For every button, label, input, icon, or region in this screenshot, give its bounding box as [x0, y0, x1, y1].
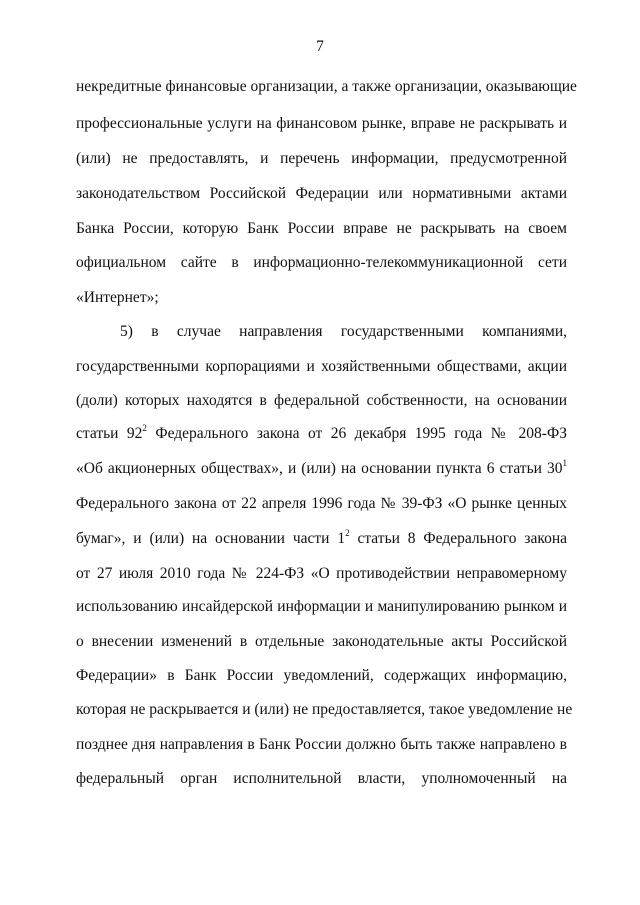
text-segment: 5) в случае направления государственными компаниями, — [120, 323, 567, 340]
text-segment: позднее дня направления в Банк России должно быть также направлено в — [76, 736, 567, 753]
text-line — [76, 391, 567, 411]
text-line — [76, 219, 567, 239]
text-segment: Банка России, которую Банк России вправе не раскрывать на своем — [76, 220, 567, 237]
text-segment: (доли) которых находятся в федеральной собственности, на основании — [76, 392, 567, 409]
page-number: 7 — [316, 38, 324, 55]
text-segment: Федерального закона от 22 апреля 1996 года № 39-ФЗ «О рынке ценных — [76, 495, 567, 512]
text-line — [76, 700, 573, 720]
superscript: 2 — [142, 422, 147, 433]
text-line — [76, 735, 567, 755]
text-line — [76, 666, 567, 686]
text-line — [76, 424, 567, 444]
text-segment: статьи 8 Федерального закона — [349, 530, 567, 547]
text-segment: «Об акционерных обществах», и (или) на основании пункта 6 статьи 30 — [76, 460, 563, 477]
text-line — [120, 322, 567, 342]
text-line — [76, 459, 567, 479]
text-segment: бумаг», и (или) на основании части 1 — [76, 530, 346, 547]
text-line — [76, 253, 567, 273]
text-line — [76, 149, 567, 169]
text-line — [76, 564, 567, 584]
text-segment: государственными корпорациями и хозяйственными обществами, акции — [76, 358, 567, 375]
text-segment: которая не раскрывается и (или) не предоставляется, такое уведомление не — [76, 701, 573, 718]
text-line — [76, 114, 567, 134]
text-line — [76, 288, 567, 308]
text-segment: «Интернет»; — [76, 289, 159, 306]
superscript: 2 — [345, 527, 350, 538]
text-line — [76, 529, 567, 549]
text-line — [76, 184, 567, 204]
superscript: 1 — [562, 457, 567, 468]
text-line — [76, 632, 567, 652]
text-segment: Федерации» в Банк России уведомлений, содержащих информацию, — [76, 667, 567, 684]
text-segment: законодательством Российской Федерации или нормативными актами — [76, 185, 567, 202]
text-segment: от 27 июля 2010 года № 224-ФЗ «О противодействии неправомерному — [76, 565, 567, 582]
text-segment: статьи 92 — [76, 425, 143, 442]
text-segment: Федерального закона от 26 декабря 1995 года № 208-ФЗ — [146, 425, 567, 442]
text-line — [76, 769, 567, 789]
text-line — [76, 494, 567, 514]
text-line — [76, 357, 567, 377]
text-segment: о внесении изменений в отдельные законодательные акты Российской — [76, 633, 567, 650]
text-segment: профессиональные услуги на финансовом рынке, вправе не раскрывать и — [76, 115, 567, 132]
text-segment: официальном сайте в информационно-телекоммуникационной сети — [76, 254, 567, 271]
text-line — [76, 77, 577, 97]
text-line — [76, 597, 567, 617]
text-segment: использованию инсайдерской информации и манипулированию рынком и — [76, 598, 567, 615]
text-segment: некредитные финансовые организации, а также организации, оказывающие — [76, 78, 577, 95]
text-segment: федеральный орган исполнительной власти, уполномоченный на — [76, 770, 567, 787]
text-segment: (или) не предоставлять, и перечень информации, предусмотренной — [76, 150, 567, 167]
